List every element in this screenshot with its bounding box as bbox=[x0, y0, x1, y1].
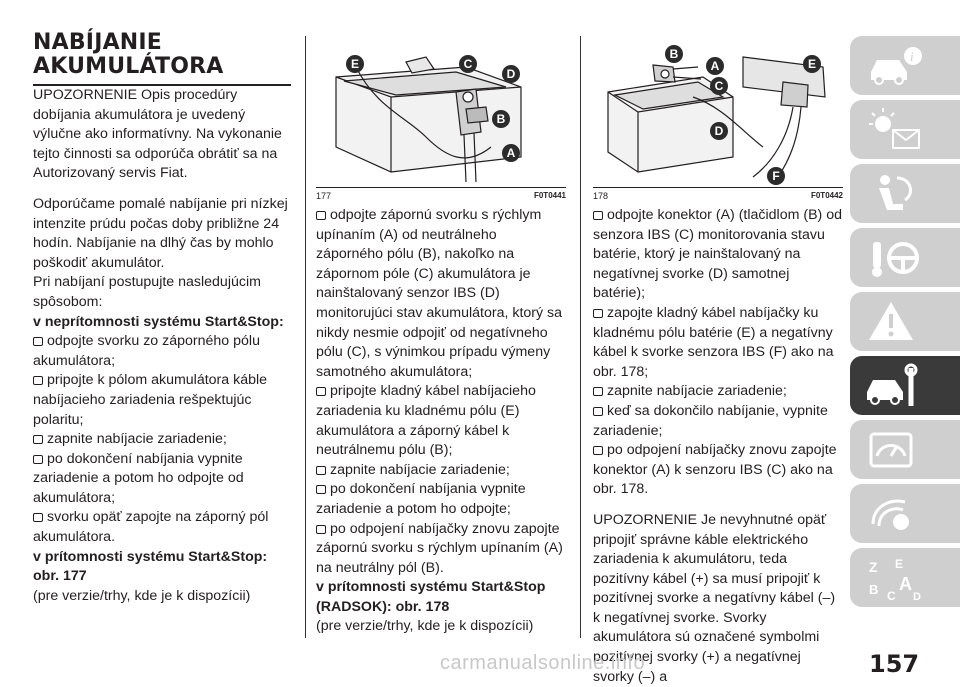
figure-number: 177 bbox=[316, 191, 332, 201]
figure-178-caption bbox=[593, 190, 843, 202]
paragraph: UPOZORNENIE Je nevyhnutné opäť pripojiť správne káble elektrického zariadenia k akumulátoru, teda pozitívny kábel (+) sa musí pripojiť k pozitívnej svorke a negatívny kábel (–) k negatívnej svorke. Svorky akumulátora sú označené symbolmi pozitívnej svorky (+) a negatívnej svorky (–) a bbox=[593, 511, 836, 685]
bullet-item: pripojte k pólom akumulátora káble nabíjacieho zariadenia rešpektujúc polaritu; bbox=[33, 371, 291, 430]
callout-label: E bbox=[803, 55, 821, 73]
warning-triangle-icon bbox=[865, 298, 925, 346]
bullet-item: odpojte konektor (A) (tlačidlom (B) od senzora IBS (C) monitorovania stavu batérie, ktorý je nainštalovaný na negatívnej svorke (D) samotnej batérie); bbox=[593, 206, 843, 304]
callout-label: D bbox=[710, 122, 728, 140]
svg-text:E: E bbox=[895, 557, 904, 571]
column-middle bbox=[316, 0, 566, 637]
svg-text:i: i bbox=[910, 49, 914, 64]
bullet-item: zapnite nabíjacie zariadenie; bbox=[316, 461, 566, 481]
svg-text:A: A bbox=[899, 574, 912, 594]
svg-text:B: B bbox=[869, 582, 879, 597]
gauge-icon bbox=[865, 426, 925, 474]
page-title: NABÍJANIE AKUMULÁTORA bbox=[33, 31, 291, 86]
bullet-item: svorku opäť zapojte na záporný pól akumulátora. bbox=[33, 508, 291, 547]
bullet-item: zapnite nabíjacie zariadenie; bbox=[593, 382, 843, 402]
figure-178 bbox=[593, 37, 843, 188]
section-heading: v prítomnosti systému Start&Stop: obr. 177 bbox=[33, 548, 268, 585]
section-heading: v neprítomnosti systému Start&Stop: bbox=[33, 313, 284, 330]
car-info-icon bbox=[865, 42, 925, 90]
paragraph: Odporúčame pomalé nabíjanie pri nízkej intenzite prúdu počas doby približne 24 hodín. Nabíjanie na dlhý čas by mohlo poškodiť akumulátor. bbox=[33, 195, 288, 271]
bullet-item: zapojte kladný kábel nabíjačky ku kladnému pólu batérie (E) a negatívny kábel k svorke senzora IBS (F) ako na obr. 178; bbox=[593, 304, 843, 382]
chapter-tabs bbox=[850, 36, 960, 612]
tab-technical-data[interactable] bbox=[850, 420, 960, 479]
tab-index[interactable] bbox=[850, 548, 960, 607]
figure-number: 178 bbox=[593, 191, 609, 201]
tab-safety[interactable] bbox=[850, 164, 960, 223]
tab-maintenance[interactable] bbox=[850, 356, 960, 415]
bullet-item: keď sa dokončilo nabíjanie, vypnite zariadenie; bbox=[593, 402, 843, 441]
bullet-item: po dokončení nabíjania vypnite zariadenie a potom ho odpojte od akumulátora; bbox=[33, 450, 291, 509]
svg-text:D: D bbox=[913, 591, 921, 602]
watermark: carmanualsonline.info bbox=[440, 652, 646, 674]
column-divider bbox=[580, 36, 581, 638]
page-number: 157 bbox=[869, 650, 920, 678]
paragraph: (pre verzie/trhy, kde je k dispozícii) bbox=[316, 618, 534, 635]
paragraph: Pri nabíjaní postupujte nasledujúcim spôsobom: bbox=[33, 274, 261, 310]
tab-multimedia[interactable] bbox=[850, 484, 960, 543]
callout-label: D bbox=[502, 65, 520, 83]
paragraph: (pre verzie/trhy, kde je k dispozícii) bbox=[33, 587, 251, 604]
bullet-item: odpojte svorku zo záporného pólu akumulátora; bbox=[33, 332, 291, 371]
column-divider bbox=[305, 36, 306, 638]
callout-label: C bbox=[710, 77, 728, 95]
section-heading: v prítomnosti systému Start&Stop (RADSOK): obr. 178 bbox=[316, 579, 546, 615]
figure-177 bbox=[316, 37, 566, 188]
warning-light-icon bbox=[865, 106, 925, 154]
airbag-seat-icon bbox=[865, 170, 925, 218]
column-right-body bbox=[593, 206, 843, 687]
svg-text:Z: Z bbox=[869, 559, 878, 575]
callout-label: E bbox=[346, 55, 364, 73]
bullet-item: po odpojení nabíjačky znovu zapojte zápornú svorku s rýchlym upínaním (A) na neutrálny pól (B). bbox=[316, 520, 566, 579]
figure-code: F0T0442 bbox=[810, 191, 843, 200]
column-left bbox=[33, 0, 291, 606]
figure-code: F0T0441 bbox=[533, 191, 566, 200]
car-wrench-icon bbox=[865, 362, 925, 410]
callout-label: B bbox=[665, 45, 683, 63]
callout-label: B bbox=[492, 110, 510, 128]
bullet-item: odpojte zápornú svorku s rýchlym upínaním (A) od neutrálneho záporného pólu (B), nakoľko na zápornom póle (C) akumulátora je nainštalovaný senzor IBS (D) monitorujúci stav akumulátora, ktorý sa nikdy nesmie odpojiť od negatívneho pólu (C), s výnimkou prípadu výmeny samotného akumulátora; bbox=[316, 206, 566, 382]
column-middle-body bbox=[316, 206, 566, 637]
callout-label: A bbox=[502, 144, 520, 162]
column-left-body bbox=[33, 86, 291, 606]
key-steering-icon bbox=[865, 234, 925, 282]
callout-label: A bbox=[706, 57, 724, 75]
bullet-item: pripojte kladný kábel nabíjacieho zariadenia ku kladnému pólu (E) akumulátora a záporný kábel k neutrálnemu pólu (B); bbox=[316, 382, 566, 460]
callout-label: F bbox=[767, 167, 785, 185]
alphabet-index-icon bbox=[865, 554, 925, 602]
column-right bbox=[593, 0, 843, 687]
figure-177-caption bbox=[316, 190, 566, 202]
callout-label: C bbox=[459, 55, 477, 73]
tab-emergency[interactable] bbox=[850, 292, 960, 351]
bullet-item: zapnite nabíjacie zariadenie; bbox=[33, 430, 291, 450]
paragraph: UPOZORNENIE Opis procedúry dobíjania akumulátora je uvedený výlučne ako informatívny. Na vykonanie tejto činnosti sa odporúča obrátiť sa na Autorizovaný servis Fiat. bbox=[33, 87, 282, 182]
tab-car-info[interactable] bbox=[850, 36, 960, 95]
tab-lights-messages[interactable] bbox=[850, 100, 960, 159]
multimedia-icon bbox=[865, 490, 925, 538]
bullet-item: po odpojení nabíjačky znovu zapojte konektor (A) k senzoru IBS (C) ako na obr. 178. bbox=[593, 441, 843, 500]
tab-starting-driving[interactable] bbox=[850, 228, 960, 287]
svg-text:C: C bbox=[887, 589, 896, 602]
bullet-item: po dokončení nabíjania vypnite zariadenie a potom ho odpojte; bbox=[316, 480, 566, 519]
